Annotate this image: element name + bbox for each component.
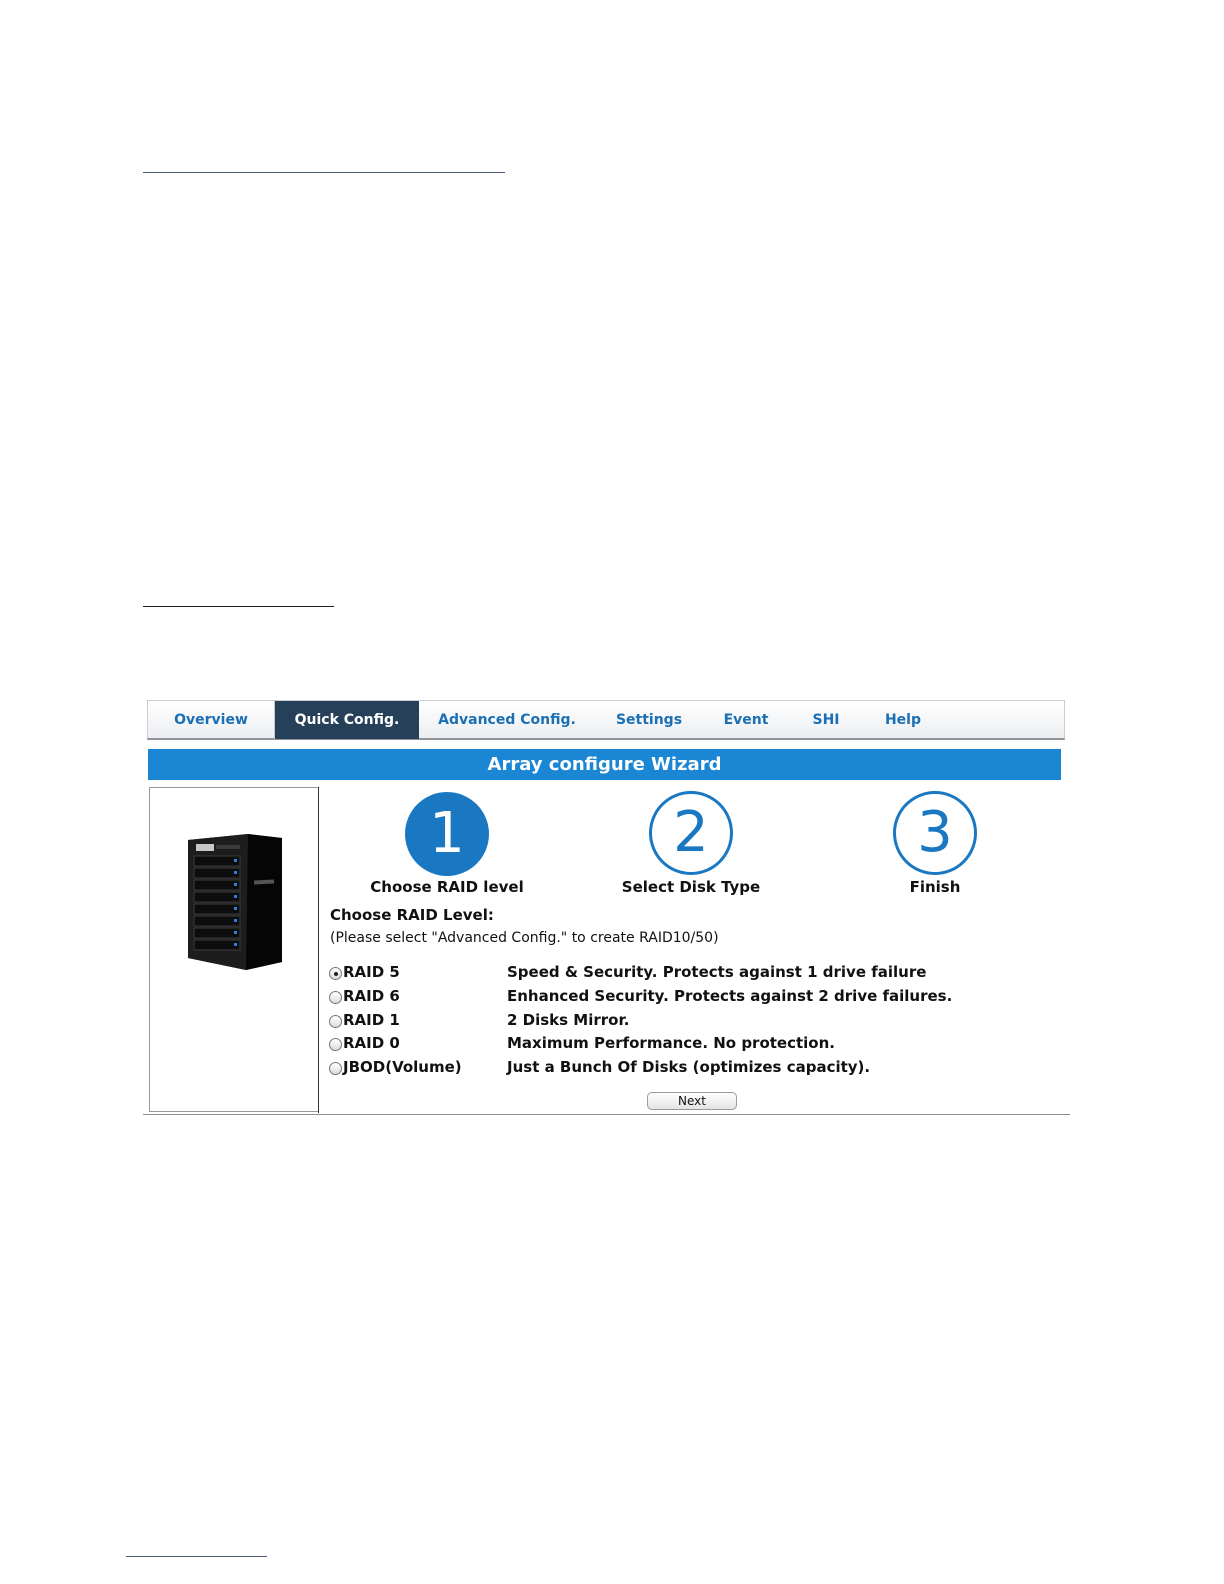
page-rule-bottom	[126, 1556, 267, 1557]
raid-option-label: RAID 0	[343, 1034, 400, 1052]
raid-level-heading: Choose RAID Level:	[330, 906, 494, 924]
step-2-label: Select Disk Type	[621, 878, 761, 896]
radio-selected-dot	[334, 972, 338, 976]
wizard-title: Array configure Wizard	[148, 749, 1061, 780]
panel-bottom-border	[143, 1114, 1070, 1115]
step-1-icon: 1	[405, 792, 489, 876]
page-rule-middle	[143, 606, 334, 607]
raid-level-note: (Please select "Advanced Config." to create RAID10/50)	[330, 930, 719, 946]
step-3-icon: 3	[893, 791, 977, 875]
nav-bar	[147, 700, 1065, 740]
tab-quick-config[interactable]: Quick Config.	[275, 701, 419, 739]
raid-0-radio[interactable]	[329, 1038, 342, 1051]
raid-option-label: JBOD(Volume)	[343, 1058, 462, 1076]
raid-option-description: 2 Disks Mirror.	[507, 1011, 630, 1029]
raid-option-description: Maximum Performance. No protection.	[507, 1034, 835, 1052]
tab-advanced-config[interactable]: Advanced Config.	[438, 712, 576, 728]
raid-6-radio[interactable]	[329, 991, 342, 1004]
tab-event[interactable]: Event	[723, 712, 769, 728]
tab-shi[interactable]: SHI	[812, 712, 840, 728]
page-rule-top	[143, 172, 505, 173]
step-1-label: Choose RAID level	[370, 878, 524, 896]
raid-option-label: RAID 6	[343, 987, 400, 1005]
raid-5-radio[interactable]	[329, 967, 342, 980]
panel-divider	[318, 787, 319, 1113]
step-3-label: Finish	[909, 878, 961, 896]
tab-overview[interactable]: Overview	[148, 701, 275, 739]
raid-option-label: RAID 5	[343, 963, 400, 981]
raid-enclosure-image	[150, 788, 317, 1111]
step-2-icon: 2	[649, 791, 733, 875]
raid-option-description: Speed & Security. Protects against 1 drive failure	[507, 963, 927, 981]
device-image-panel	[149, 787, 318, 1112]
raid-1-radio[interactable]	[329, 1015, 342, 1028]
tab-help[interactable]: Help	[884, 712, 922, 728]
tab-settings[interactable]: Settings	[615, 712, 683, 728]
raid-option-description: Enhanced Security. Protects against 2 drive failures.	[507, 987, 953, 1005]
next-button[interactable]: Next	[647, 1092, 737, 1110]
jbod-radio[interactable]	[329, 1062, 342, 1075]
raid-option-label: RAID 1	[343, 1011, 400, 1029]
raid-option-description: Just a Bunch Of Disks (optimizes capacity).	[507, 1058, 871, 1076]
